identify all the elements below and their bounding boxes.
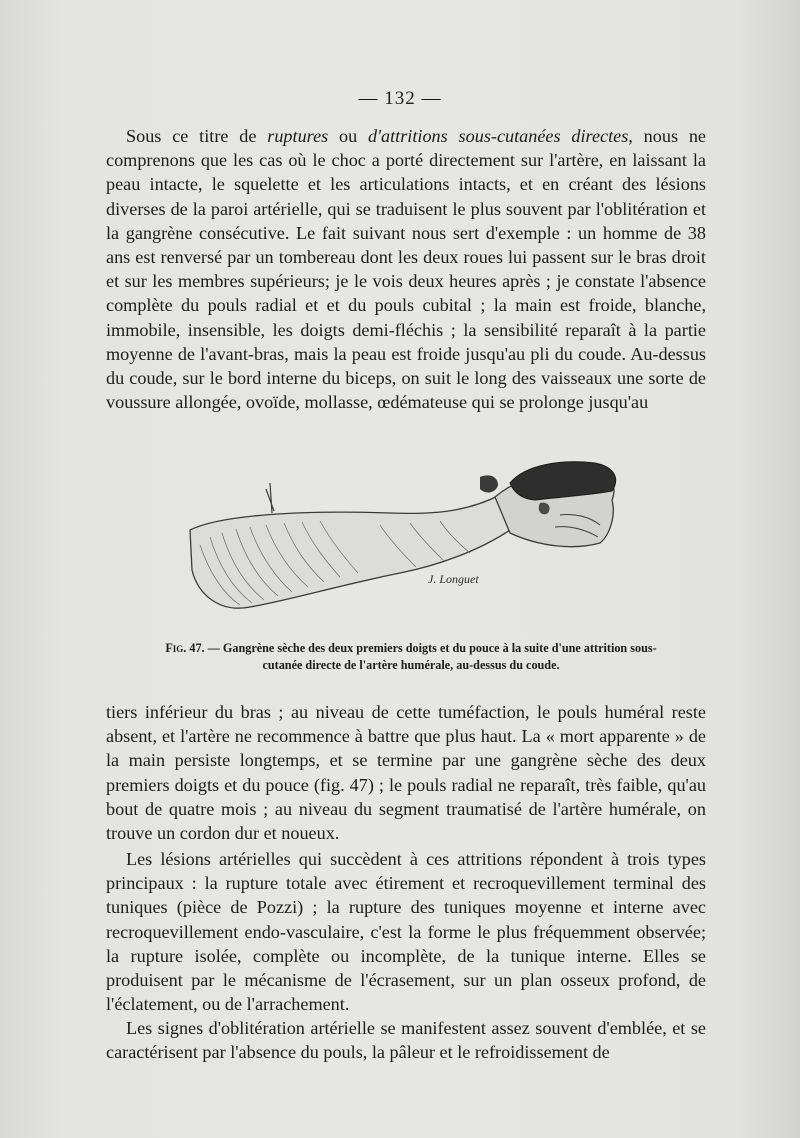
figure-caption-text: — Gangrène sèche des deux premiers doigts et du pouce à la suite d'une attrition sous-cutanée directe de l'artère humérale, au-dessus du coude. bbox=[204, 641, 657, 672]
italic-term: ruptures bbox=[267, 126, 329, 146]
paragraph-4: Les signes d'oblitération artérielle se manifestent assez souvent d'emblée, et se caractérisent par l'absence du pouls, la pâleur et le refroidissement de bbox=[106, 1018, 706, 1063]
page-number: — 132 — bbox=[358, 88, 442, 109]
italic-term: d'attritions sous-cutanées directes bbox=[368, 126, 629, 146]
paragraph-3: Les lésions artérielles qui succèdent à ces attritions répondent à trois types principaux : la rupture totale avec étirement et recroquevillement terminal des tuniques (pièce de Pozzi) ; la rupture des tuniques moyenne et interne avec recroquevillement endo-vasculaire, c'est la forme le plus fréquemment observée; la rupture isolée, complète ou incomplète, de la tunique interne. Elles se produisent par le mécanisme de l'écrasement, sur un plan osseux profond, de l'éclatement, ou de l'arrachement. bbox=[106, 849, 706, 1015]
figure-caption bbox=[156, 640, 666, 674]
arm-drawing bbox=[180, 455, 620, 635]
text-span: ou bbox=[328, 126, 369, 146]
arm-illustration bbox=[180, 455, 620, 635]
paragraph-1 bbox=[106, 124, 706, 414]
text-span: , nous ne comprenons que les cas où le choc a porté directement sur l'artère, en laissant la peau intacte, le squelette et les articulations intacts, et en créant des lésions diverses de la paroi artérielle, qui se traduisent le plus souvent par l'oblitération et la gangrène consécutive. Le fait suivant nous sert d'exemple : un homme de 38 ans est renversé par un tombereau dont les deux roues lui passent sur le bras droit et sur les membres supérieurs; je le vois deux heures après ; je constate l'absence complète du pouls radial et et du pouls cubital ; la main est froide, blanche, immobile, insensible, les doigts demi-fléchis ; la sensibilité reparaît à la partie moyenne de l'avant-bras, mais la peau est froide jusqu'au pli du coude. Au-dessus du coude, sur le bord interne du biceps, on suit le long des vaisseaux une sorte de voussure allongée, ovoïde, mollasse, œdémateuse qui se prolonge jusqu'au bbox=[106, 126, 707, 413]
text-span: Sous ce titre de bbox=[126, 126, 268, 146]
signature-text: J. Longuet bbox=[428, 572, 479, 586]
paragraph-2: tiers inférieur du bras ; au niveau de cette tuméfaction, le pouls huméral reste absent, et l'artère ne recommence à battre que plus haut. La « mort apparente » de la main persiste longtemps, et se termine par une gangrène sèche des deux premiers doigts et du pouce (fig. 47) ; le pouls radial ne reparaît, très faible, qu'au bout de quatre mois ; au niveau du segment traumatisé de l'artère humérale, on trouve un cordon dur et noueux. bbox=[106, 702, 706, 844]
figure-label: Fig. 47. bbox=[165, 641, 205, 655]
